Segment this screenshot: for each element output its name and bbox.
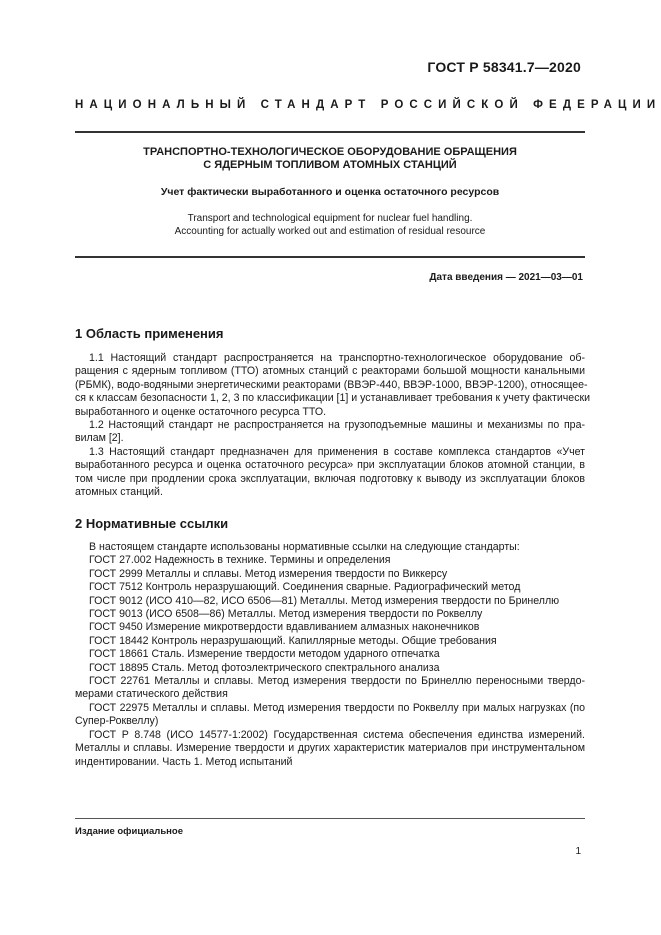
p1-line-4: ся к классам безопасности 1, 2, 3 по классификации [1] и устанавливает требования к учету фактически	[75, 392, 591, 405]
ref-22975-line-1: ГОСТ 22975 Металлы и сплавы. Метод измерения твердости по Роквеллу при малых нагрузках (по	[89, 701, 585, 714]
p1-line-5: выработанного и оценке остаточного ресурса ТТО.	[75, 405, 327, 418]
p3-line-1: 1.3 Настоящий стандарт предназначен для применения в составе комплекса стандартов «Учет	[89, 445, 585, 458]
title-line-1: ТРАНСПОРТНО-ТЕХНОЛОГИЧЕСКОЕ ОБОРУДОВАНИЕ ОБРАЩЕНИЯ	[143, 146, 517, 158]
english-title-line-1: Transport and technological equipment for nuclear fuel handling.	[187, 213, 473, 224]
section-1-body	[75, 352, 591, 499]
section-2-heading: 2 Нормативные ссылки	[75, 516, 229, 531]
intro-date: Дата введения — 2021—03—01	[429, 272, 583, 283]
p3-line-4: атомных станций.	[75, 486, 163, 499]
title-line-2: С ЯДЕРНЫМ ТОПЛИВОМ АТОМНЫХ СТАНЦИЙ	[203, 159, 457, 171]
ref-item: ГОСТ 18442 Контроль неразрушающий. Капиллярные методы. Общие требования	[89, 634, 497, 647]
refs-intro: В настоящем стандарте использованы нормативные ссылки на следующие стандарты:	[89, 541, 520, 553]
p2-line-1: 1.2 Настоящий стандарт не распространяется на грузоподъемные машины и механизмы по пра-	[89, 419, 585, 432]
footer-rule	[75, 818, 585, 819]
edition-label: Издание официальное	[75, 826, 183, 837]
title-rule	[75, 256, 585, 258]
ref-item: ГОСТ 9013 (ИСО 6508—86) Металлы. Метод измерения твердости по Роквеллу	[89, 608, 483, 621]
ref-item: ГОСТ 7512 Контроль неразрушающий. Соединения сварные. Радиографический метод	[89, 581, 521, 594]
english-title-line-2: Accounting for actually worked out and estimation of residual resource	[174, 225, 486, 237]
p3-line-3: том числе при продлении срока эксплуатации, включая подготовку к выводу из эксплуатации блоков	[75, 472, 585, 485]
national-standard-banner: НАЦИОНАЛЬНЫЙ СТАНДАРТ РОССИЙСКОЙ ФЕДЕРАЦИИ	[75, 99, 661, 111]
ref-22975-line-2: Супер-Роквеллу)	[75, 715, 159, 728]
p3-line-2: выработанного ресурса и оценка остаточного ресурса» при эксплуатации блоков атомной станции, в	[75, 459, 585, 472]
title-block	[75, 146, 585, 238]
ref-8748-line-1: ГОСТ Р 8.748 (ИСО 14577-1:2002) Государственная система обеспечения единства измерений.	[89, 728, 585, 741]
ref-22761-line-1: ГОСТ 22761 Металлы и сплавы. Метод измерения твердости по Бринеллю переносными твердо-	[89, 675, 585, 688]
ref-item: ГОСТ 27.002 Надежность в технике. Термины и определения	[89, 554, 391, 567]
p2-line-2: вилам [2].	[75, 432, 124, 445]
p1-line-3: (РБМК), водо-водяными энергетическими реакторами (ВВЭР-440, ВВЭР-1000, ВВЭР-1200), относящее-	[75, 378, 588, 391]
ref-item: ГОСТ 18661 Сталь. Измерение твердости методом ударного отпечатка	[89, 648, 440, 661]
ref-item: ГОСТ 18895 Сталь. Метод фотоэлектрического спектрального анализа	[89, 661, 440, 674]
ref-8748-line-3: индентировании. Часть 1. Метод испытаний	[75, 755, 293, 768]
english-title	[75, 213, 585, 238]
section-2-body	[75, 541, 585, 769]
page-number: 1	[575, 846, 581, 857]
p1-line-1: 1.1 Настоящий стандарт распространяется на транспортно-технологическое оборудование об-	[89, 352, 585, 364]
ref-item: ГОСТ 9450 Измерение микротвердости вдавливанием алмазных наконечников	[89, 621, 480, 634]
section-1-heading: 1 Область применения	[75, 326, 224, 341]
ref-item: ГОСТ 2999 Металлы и сплавы. Метод измерения твердости по Виккерсу	[89, 567, 448, 580]
ref-item: ГОСТ 9012 (ИСО 410—82, ИСО 6506—81) Металлы. Метод измерения твердости по Бринеллю	[89, 594, 560, 607]
ref-22761-line-2: мерами статического действия	[75, 688, 228, 701]
gost-code: ГОСТ Р 58341.7—2020	[427, 59, 581, 75]
p1-line-2: ращения с ядерным топливом (ТТО) атомных станций с реакторами большой мощности канальными	[75, 365, 585, 378]
subtitle: Учет фактически выработанного и оценка остаточного ресурсов	[160, 186, 500, 198]
ref-8748-line-2: Металлы и сплавы. Измерение твердости и других характеристик материалов при инструментальном	[75, 742, 585, 755]
header-rule	[75, 131, 585, 133]
